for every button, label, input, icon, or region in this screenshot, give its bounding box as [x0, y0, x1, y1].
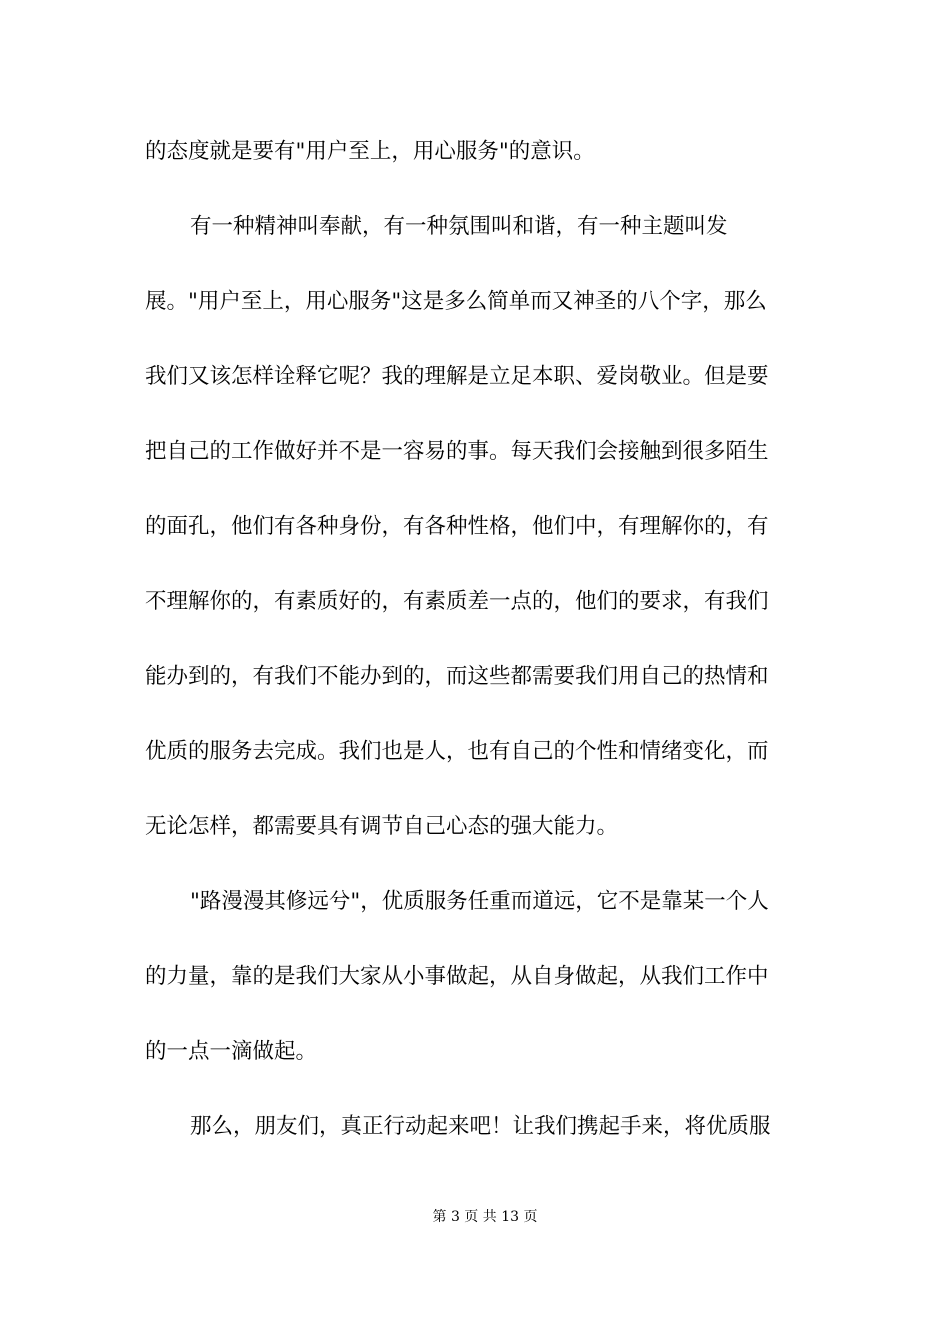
- paragraph-start-line: 那么，朋友们，真正行动起来吧！让我们携起手来，将优质服: [190, 1114, 771, 1139]
- text-line: 优质的服务去完成。我们也是人，也有自己的个性和情绪变化，而: [145, 739, 769, 764]
- text-line: 无论怎样，都需要具有调节自己心态的强大能力。: [145, 814, 619, 839]
- text-line: 把自己的工作做好并不是一容易的事。每天我们会接触到很多陌生: [145, 439, 769, 464]
- paragraph-start-line: 有一种精神叫奉献，有一种氛围叫和谐，有一种主题叫发: [190, 214, 728, 239]
- text-line: 的面孔，他们有各种身份，有各种性格，他们中，有理解你的，有: [145, 514, 769, 539]
- text-line: 的力量，靠的是我们大家从小事做起，从自身做起，从我们工作中: [145, 964, 769, 989]
- text-line: 的态度就是要有"用户至上，用心服务"的意识。: [145, 139, 595, 164]
- text-line: 能办到的，有我们不能办到的，而这些都需要我们用自己的热情和: [145, 664, 769, 689]
- paragraph-start-line: "路漫漫其修远兮"，优质服务任重而道远，它不是靠某一个人: [190, 889, 769, 914]
- text-line: 展。"用户至上，用心服务"这是多么简单而又神圣的八个字，那么: [145, 289, 767, 314]
- text-line: 的一点一滴做起。: [145, 1039, 318, 1064]
- text-line: 我们又该怎样诠释它呢？我的理解是立足本职、爱岗敬业。但是要: [145, 364, 769, 389]
- text-line: 不理解你的，有素质好的，有素质差一点的，他们的要求，有我们: [145, 589, 769, 614]
- page-number-footer: 第 3 页 共 13 页: [432, 1209, 538, 1225]
